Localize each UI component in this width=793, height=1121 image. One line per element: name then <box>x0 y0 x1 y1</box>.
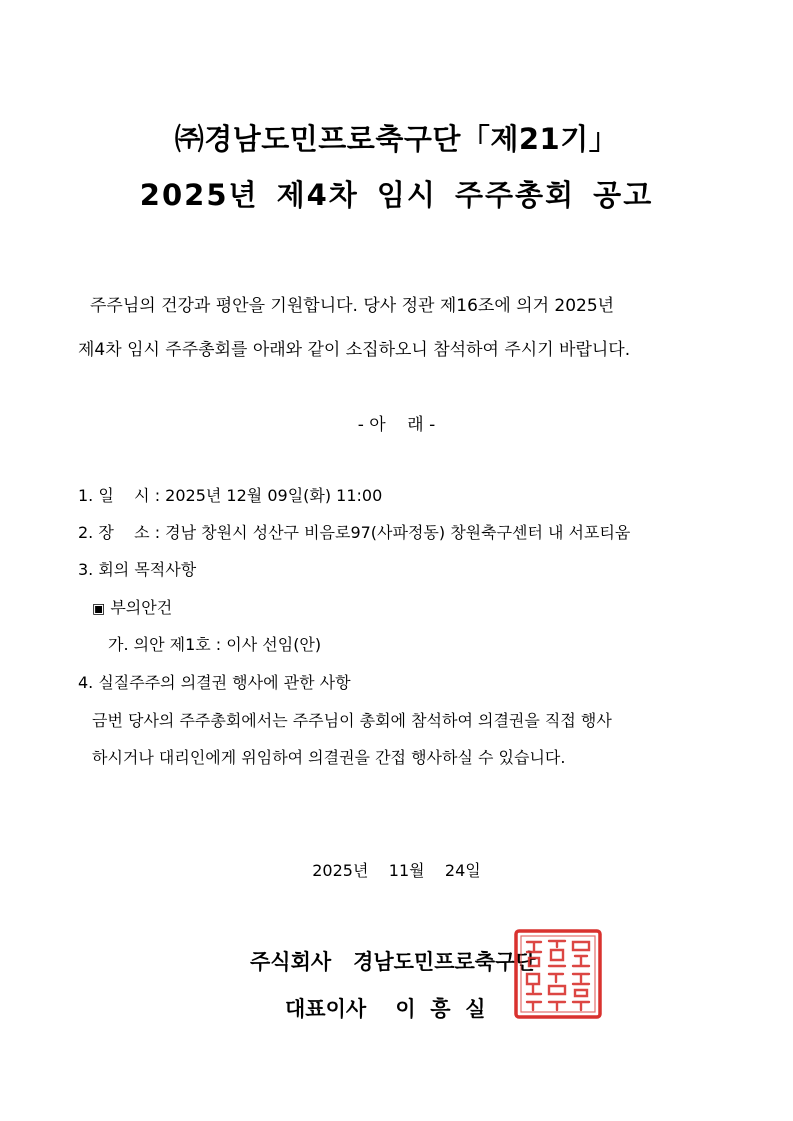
below-heading: - 아 래 - <box>357 415 436 435</box>
item-agenda-heading: 3. 회의 목적사항 <box>78 560 197 579</box>
intro-line-1: 주주님의 건강과 평안을 기원합니다. 당사 정관 제16조에 의거 2025년 <box>90 296 615 316</box>
item-voting-text-2: 하시거나 대리인에게 위임하여 의결권을 간접 행사하실 수 있습니다. <box>92 748 566 767</box>
square-bullet-icon: ▣ <box>92 601 106 617</box>
intro-line-2: 제4차 임시 주주총회를 아래와 같이 소집하오니 참석하여 주시기 바랍니다. <box>78 340 631 360</box>
item-agenda-1: 가. 의안 제1호 : 이사 선임(안) <box>108 635 322 654</box>
item-voting-text-1: 금번 당사의 주주총회에서는 주주님이 총회에 참석하여 의결권을 직접 행사 <box>92 711 612 730</box>
company-seal-icon <box>513 928 603 1020</box>
title-line-2: 2025년 제4차 임시 주주총회 공고 <box>139 178 654 212</box>
item-agenda-subheading <box>92 595 172 618</box>
notice-date: 2025년 11월 24일 <box>312 861 481 880</box>
representative-name: 대표이사 이 흥 실 <box>285 997 486 1021</box>
company-name: 주식회사 경남도민프로축구단 <box>250 950 536 974</box>
agenda-sub-label: 부의안건 <box>105 598 173 617</box>
item-date-time: 1. 일 시 : 2025년 12월 09일(화) 11:00 <box>78 486 383 505</box>
title-line-1: ㈜경남도민프로축구단「제21기」 <box>174 122 619 156</box>
item-location: 2. 장 소 : 경남 창원시 성산구 비음로97(사파정동) 창원축구센터 내 서포티움 <box>78 523 631 542</box>
item-voting-heading: 4. 실질주주의 의결권 행사에 관한 사항 <box>78 673 351 692</box>
